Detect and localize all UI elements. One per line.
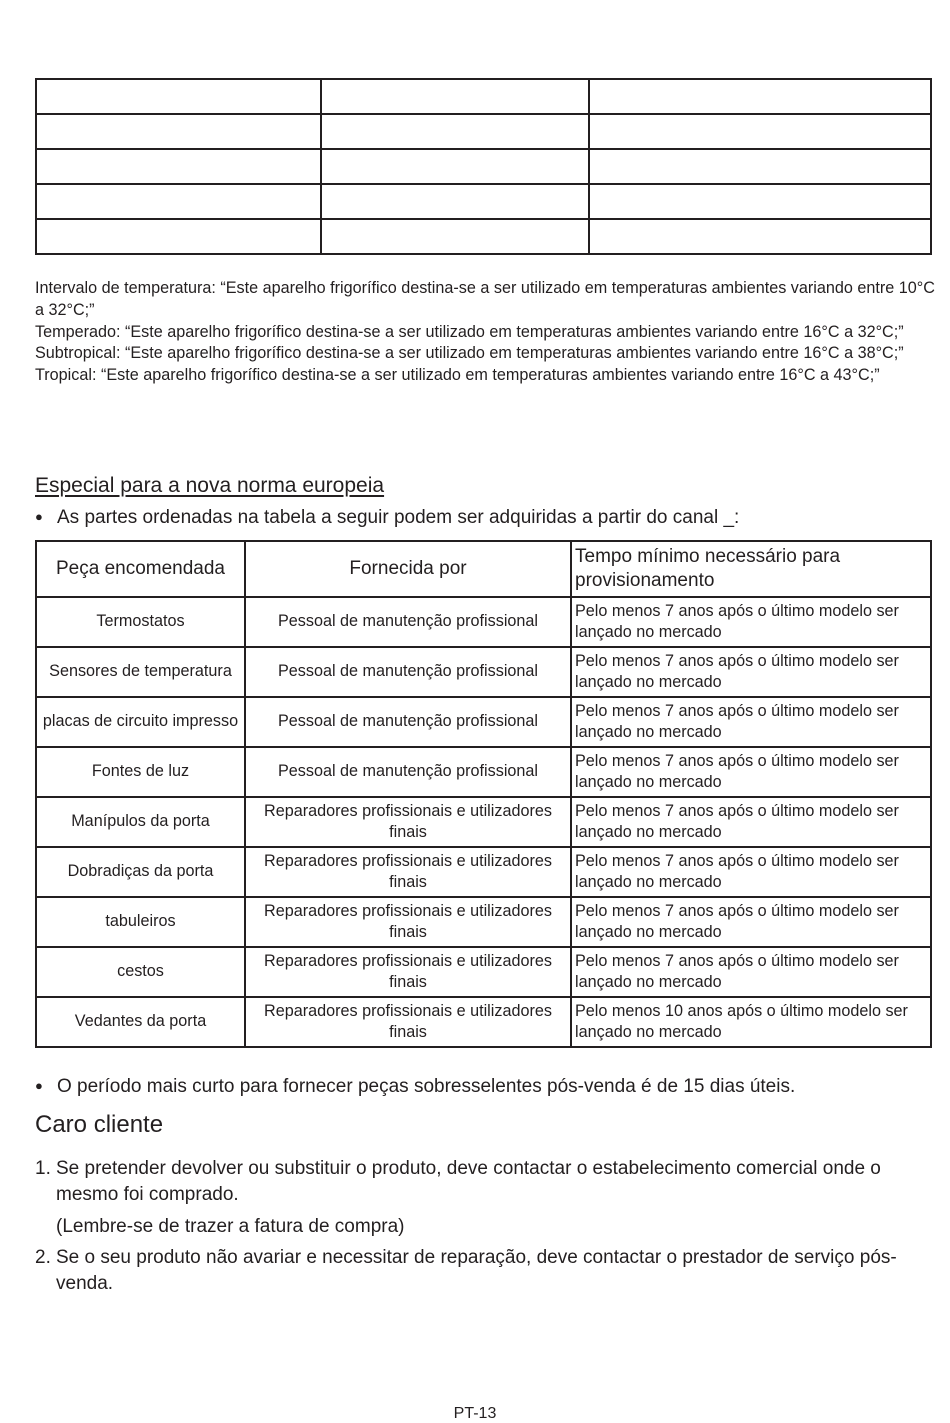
table-row: [36, 597, 931, 647]
after-table-bullet-text: O período mais curto para fornecer peças sobresselentes pós-venda é de 15 dias úteis.: [57, 1076, 796, 1097]
table-row: [36, 947, 931, 997]
table-row: [36, 219, 931, 254]
cell-min-time: Pelo menos 7 anos após o último modelo ser lançado no mercado: [571, 647, 931, 697]
header-min-time: Tempo mínimo necessário para provisionamento: [571, 541, 931, 597]
climate-class-temperate: Temperado: “Este aparelho frigorífico destina-se a ser utilizado em temperaturas ambientes variando entre 16°C a 32°C;”: [35, 322, 904, 341]
section-title: Especial para a nova norma europeia: [35, 474, 385, 497]
cell-supplied-by: Pessoal de manutenção profissional: [245, 597, 571, 647]
page-number: PT-13: [453, 1405, 497, 1422]
cell-min-time: Pelo menos 7 anos após o último modelo ser lançado no mercado: [571, 797, 931, 847]
cell-supplied-by: Reparadores profissionais e utilizadores finais: [245, 947, 571, 997]
climate-classes: [35, 278, 935, 387]
table-row: [36, 847, 931, 897]
cell-part: Termostatos: [36, 597, 245, 647]
cell-min-time: Pelo menos 10 anos após o último modelo ser lançado no mercado: [571, 997, 931, 1047]
after-table-bullet: [35, 1076, 795, 1098]
list-number: 1.: [35, 1158, 51, 1179]
header-supplied-by: Fornecida por: [245, 541, 571, 597]
cell-part: Vedantes da porta: [36, 997, 245, 1047]
cell-part: cestos: [36, 947, 245, 997]
parts-table: [35, 540, 932, 1048]
cell-supplied-by: Pessoal de manutenção profissional: [245, 647, 571, 697]
empty-table: [35, 78, 932, 255]
intro-bullet: [35, 507, 739, 529]
table-row: [36, 184, 931, 219]
cell-min-time: Pelo menos 7 anos após o último modelo ser lançado no mercado: [571, 597, 931, 647]
cell-supplied-by: Reparadores profissionais e utilizadores finais: [245, 897, 571, 947]
climate-class-tropical: Tropical: “Este aparelho frigorífico destina-se a ser utilizado em temperaturas ambientes variando entre 16°C a 43°C;”: [35, 366, 880, 385]
table-row: [36, 149, 931, 184]
cell-part: Dobradiças da porta: [36, 847, 245, 897]
cell-part: Fontes de luz: [36, 747, 245, 797]
cell-supplied-by: Reparadores profissionais e utilizadores finais: [245, 847, 571, 897]
climate-class-subtropical: Subtropical: “Este aparelho frigorífico destina-se a ser utilizado em temperaturas ambientes variando entre 16°C a 38°C;”: [35, 344, 904, 363]
table-row: [36, 79, 931, 114]
table-row: [36, 747, 931, 797]
list-item-note: (Lembre-se de trazer a fatura de compra): [56, 1216, 405, 1237]
list-item-text: Se pretender devolver ou substituir o produto, deve contactar o estabelecimento comercial onde o mesmo foi comprado.: [56, 1158, 881, 1205]
header-part: Peça encomendada: [36, 541, 245, 597]
table-row: [36, 897, 931, 947]
cell-min-time: Pelo menos 7 anos após o último modelo ser lançado no mercado: [571, 747, 931, 797]
table-row: [36, 797, 931, 847]
table-header-row: [36, 541, 931, 597]
bullet-icon: ●: [35, 509, 43, 524]
table-row: [36, 997, 931, 1047]
cell-part: Manípulos da porta: [36, 797, 245, 847]
bullet-icon: ●: [35, 1078, 43, 1093]
cell-min-time: Pelo menos 7 anos após o último modelo ser lançado no mercado: [571, 847, 931, 897]
cell-part: placas de circuito impresso: [36, 697, 245, 747]
intro-bullet-text: As partes ordenadas na tabela a seguir podem ser adquiridas a partir do canal _:: [57, 507, 740, 528]
customer-item-1: [35, 1156, 935, 1240]
cell-min-time: Pelo menos 7 anos após o último modelo ser lançado no mercado: [571, 897, 931, 947]
list-number: 2.: [35, 1247, 51, 1268]
customer-item-2: [35, 1245, 935, 1296]
table-row: [36, 697, 931, 747]
table-row: [36, 647, 931, 697]
list-item-text: Se o seu produto não avariar e necessitar de reparação, deve contactar o prestador de serviço pós-venda.: [56, 1247, 897, 1294]
cell-min-time: Pelo menos 7 anos após o último modelo ser lançado no mercado: [571, 697, 931, 747]
cell-part: Sensores de temperatura: [36, 647, 245, 697]
cell-min-time: Pelo menos 7 anos após o último modelo ser lançado no mercado: [571, 947, 931, 997]
cell-supplied-by: Reparadores profissionais e utilizadores finais: [245, 997, 571, 1047]
cell-supplied-by: Pessoal de manutenção profissional: [245, 747, 571, 797]
climate-class-extended: Intervalo de temperatura: “Este aparelho frigorífico destina-se a ser utilizado em temperaturas ambientes variando entre 10°C a 32°C;”: [35, 279, 935, 319]
cell-supplied-by: Pessoal de manutenção profissional: [245, 697, 571, 747]
cell-part: tabuleiros: [36, 897, 245, 947]
cell-supplied-by: Reparadores profissionais e utilizadores finais: [245, 797, 571, 847]
customer-heading: Caro cliente: [35, 1111, 164, 1138]
table-row: [36, 114, 931, 149]
